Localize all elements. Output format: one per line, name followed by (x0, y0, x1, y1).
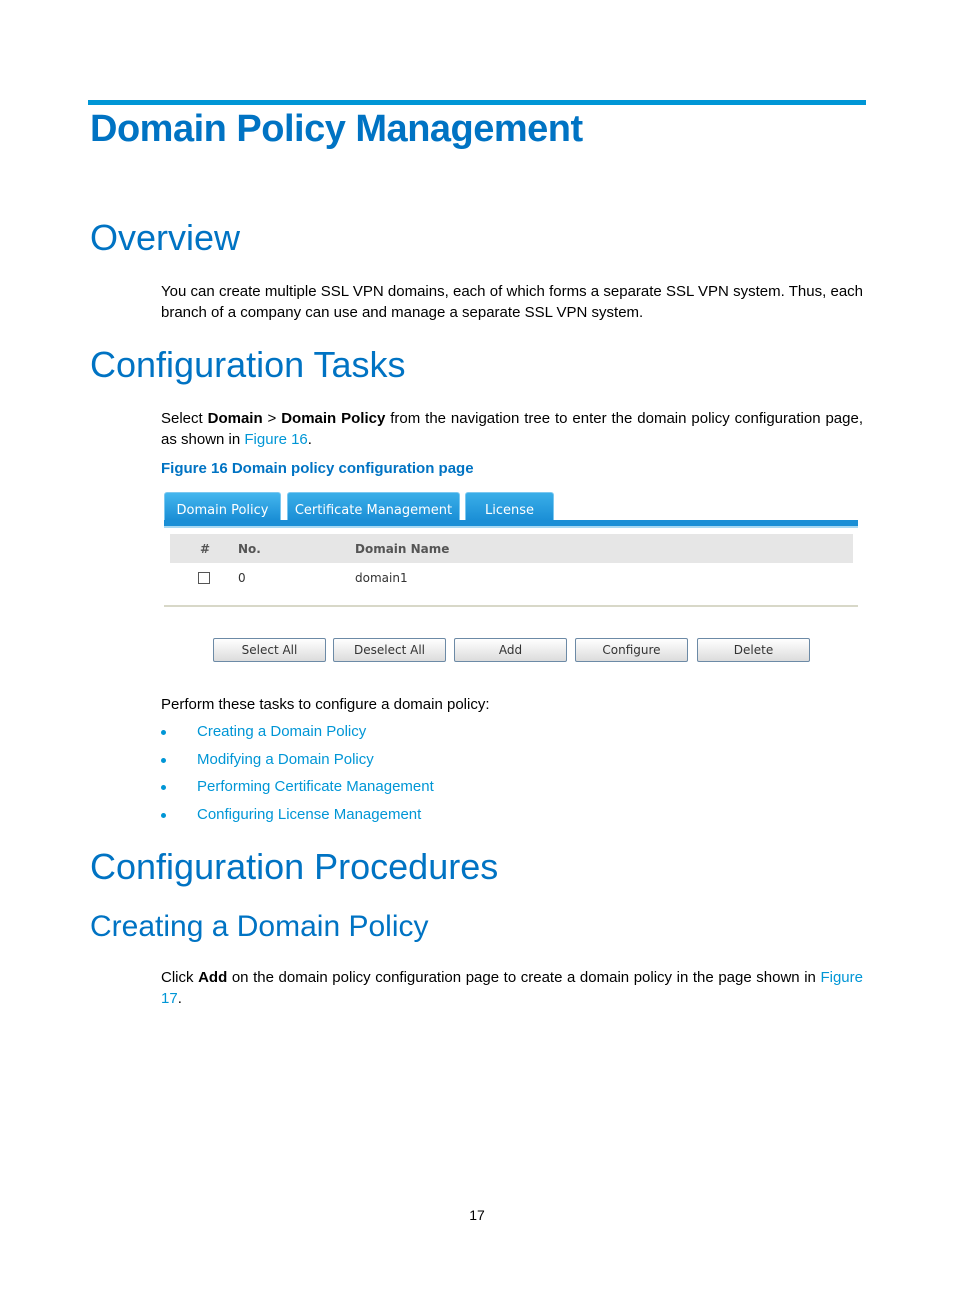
column-header-no: No. (238, 542, 261, 556)
intro-text-1: Select (161, 410, 208, 427)
chapter-title: Domain Policy Management (90, 108, 583, 150)
creating-bold-add: Add (198, 969, 228, 986)
creating-text-3: . (177, 990, 182, 1007)
row-no: 0 (238, 571, 246, 585)
table-row (170, 565, 853, 593)
domain-policy-figure (164, 491, 858, 671)
intro-text-2: > (262, 410, 282, 427)
perform-tasks-text: Perform these tasks to configure a domain policy: (161, 696, 490, 713)
intro-bold-domain-policy: Domain Policy (281, 410, 386, 427)
overview-paragraph: You can create multiple SSL VPN domains, each of which forms a separate SSL VPN system. Thus, each branch of a company can use and manage a separate SSL VPN system. (161, 283, 863, 321)
column-header-domain-name: Domain Name (355, 542, 450, 556)
table-separator (164, 605, 858, 607)
creating-domain-policy-heading: Creating a Domain Policy (90, 910, 429, 943)
figure-17-link[interactable]: Figure 17 (161, 969, 863, 1007)
bullet-icon (161, 730, 166, 735)
task-link-license[interactable]: Configuring License Management (197, 805, 422, 823)
figure-caption: Figure 16 Domain policy configuration page (161, 460, 474, 477)
config-procedures-heading: Configuration Procedures (90, 846, 499, 887)
delete-button[interactable]: Delete (697, 638, 810, 662)
intro-bold-domain: Domain (207, 410, 263, 427)
add-button[interactable]: Add (454, 638, 567, 662)
task-link-creating[interactable]: Creating a Domain Policy (197, 723, 367, 740)
creating-domain-policy-text (161, 967, 863, 1009)
intro-text-4: . (307, 431, 312, 448)
table-header (170, 534, 853, 563)
tab-certificate-management[interactable]: Certificate Management (287, 492, 460, 520)
figure-16-link[interactable]: Figure 16 (244, 431, 308, 448)
row-checkbox[interactable] (198, 572, 210, 584)
column-header-select: # (200, 542, 211, 556)
deselect-all-button[interactable]: Deselect All (333, 638, 446, 662)
tab-underline-light (164, 526, 858, 528)
select-all-button[interactable]: Select All (213, 638, 326, 662)
overview-heading: Overview (90, 217, 241, 258)
creating-text-1: Click (161, 969, 199, 986)
bullet-icon (161, 758, 166, 763)
configure-button[interactable]: Configure (575, 638, 688, 662)
page-number: 17 (469, 1207, 485, 1223)
config-tasks-heading: Configuration Tasks (90, 344, 406, 385)
config-tasks-intro (161, 408, 863, 450)
creating-text-2: on the domain policy configuration page to create a domain policy in the page shown in (227, 969, 821, 986)
chapter-top-rule (88, 100, 866, 105)
task-link-modifying[interactable]: Modifying a Domain Policy (197, 750, 374, 768)
intro-text-3: from the navigation tree to enter the domain policy configuration page, as shown in (161, 410, 863, 448)
bullet-icon (161, 813, 166, 818)
tab-domain-policy[interactable]: Domain Policy (164, 492, 281, 520)
row-domain-name: domain1 (355, 571, 408, 585)
task-link-certificate[interactable]: Performing Certificate Management (197, 778, 434, 796)
bullet-icon (161, 785, 166, 790)
tab-license[interactable]: License (465, 492, 554, 520)
